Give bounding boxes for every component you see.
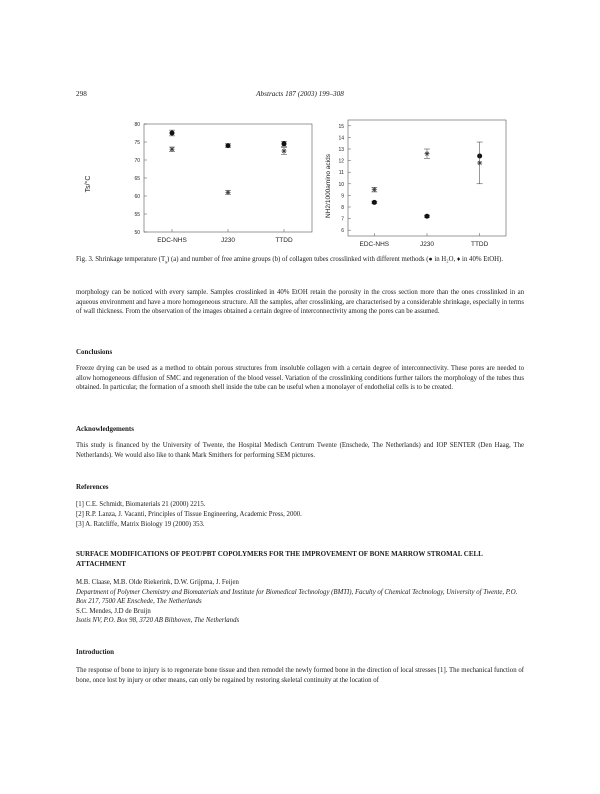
y-tick-label: 13 (338, 147, 344, 153)
conclusions-heading: Conclusions (76, 348, 113, 356)
continued-paragraph: morphology can be noticed with every sample. Samples crosslinked in 40% EtOH retain the porosity in the cross section more than the ones crosslinked in an aqueous environment and have a more homogeneous structure. All the samples, after crosslinking, are characterised by a considerable shrinkage, especially in terms of wall thickness. From the observation of the images obtained a certain degree of interconnectivity among the pores can be assumed. (76, 289, 524, 316)
data-point-h2o (170, 131, 175, 136)
affiliation-1: Department of Polymer Chemistry and Biomaterials and Institute for Biomedical Technology (BMTI), Faculty of Chemical Technology, University of Twente, P.O. Box 217, 7500 AE Enschede, The Netherlands (76, 588, 518, 606)
y-ticks (134, 122, 147, 236)
y-tick-label: 55 (134, 212, 140, 218)
references-heading: References (76, 483, 109, 491)
caption-text-before: Fig. 3. Shrinkage temperature (T (76, 256, 166, 263)
page-number: 298 (76, 90, 87, 98)
y-tick-label: 9 (341, 193, 344, 200)
authors-line-2: S.C. Mendes, J.D de Bruijn (76, 607, 151, 615)
chart-b-amine-groups (322, 112, 520, 252)
x-ticks (157, 229, 293, 244)
data-marks (169, 130, 287, 195)
data-point-h2o (226, 143, 231, 148)
data-point-h2o (282, 141, 287, 146)
page-header (76, 90, 524, 102)
y-tick-label: 11 (338, 170, 344, 177)
y-tick-label: 14 (338, 135, 344, 142)
caption-subscript: s (165, 260, 168, 266)
x-tick-label: TTDD (275, 237, 293, 244)
data-point-h2o (372, 200, 377, 205)
y-axis-label: Ts/°C (85, 175, 92, 193)
x-ticks (360, 233, 489, 248)
x-tick-label: TTDD (470, 241, 489, 248)
y-tick-label: 50 (134, 230, 140, 236)
y-tick-label: 12 (338, 158, 344, 165)
running-title: Abstracts 187 (2003) 199–308 (256, 90, 344, 98)
data-marks (371, 142, 482, 219)
data-point-40-etoh (226, 190, 231, 195)
conclusions-text: Freeze drying can be used as a method to obtain porous structures from insoluble collagen with a certain degree of interconnectivity. These pores are needed to allow homogeneous diffusion of SMC and regeneration of the blood vessel. Variation of the crosslinking conditions further tailors the morphology of the tubes thus obtained. In particular, the formation of a smooth shell inside the tube can be useful when a monolayer of endothelial cells is to be created. (76, 365, 524, 392)
y-tick-label: 10 (338, 181, 344, 188)
y-axis-label: NH2/1000amino acids (325, 154, 332, 218)
data-point-40-etoh (372, 187, 377, 192)
introduction-text: The response of bone to injury is to regenerate bone tissue and then remodel the newly formed bone in the direction of local stresses [1]. The mechanical function of bone, once lost by injury or other means, can only be regained by restoring skeletal continuity at the location of (76, 667, 524, 684)
figure-caption (76, 255, 524, 268)
data-point-40-etoh (170, 147, 175, 152)
introduction-heading: Introduction (76, 648, 114, 656)
article-title: SURFACE MODIFICATIONS OF PEOT/PBT COPOLYMERS FOR THE IMPROVEMENT OF BONE MARROW STROMAL CELL ATTACHMENT (76, 550, 483, 568)
x-tick-label: J230 (220, 237, 236, 244)
reference-item: [1] C.E. Schmidt, Biomaterials 21 (2000) 2215. (76, 501, 206, 508)
plot-frame (144, 124, 312, 232)
x-tick-label: EDC-NHS (359, 241, 390, 248)
y-tick-label: 70 (134, 158, 140, 164)
author-block (76, 578, 524, 626)
affiliation-2: Isotis NV, P.O. Box 98, 3720 AB Bilthoven, The Netherlands (76, 617, 240, 625)
authors-line-1: M.B. Claase, M.B. Olde Riekerink, D.W. Grijpma, J. Feijen (76, 579, 239, 586)
y-tick-label: 65 (134, 176, 140, 182)
y-tick-label: 8 (341, 205, 344, 211)
data-point-40-etoh (282, 149, 287, 154)
acknowledgements-heading: Acknowledgements (76, 425, 134, 433)
data-point-h2o (425, 214, 430, 219)
y-tick-label: 75 (134, 140, 140, 146)
data-point-40-etoh (425, 151, 430, 156)
y-tick-label: 6 (341, 228, 344, 235)
y-tick-label: 80 (134, 122, 140, 128)
y-tick-label: 15 (338, 123, 344, 130)
reference-list (76, 500, 524, 531)
chart-a-shrinkage-temperature (78, 112, 320, 252)
y-tick-label: 60 (134, 194, 140, 200)
caption-text-after: ) (a) and number of free amine groups (b) of collagen tubes crosslinked with different methods (● in H₂O, ♦ in 40% EtOH). (167, 256, 504, 263)
y-ticks (338, 124, 351, 234)
reference-item: [3] A. Ratcliffe, Matrix Biology 19 (2000) 353. (76, 521, 205, 529)
x-tick-label: J230 (419, 241, 435, 248)
y-tick-label: 7 (341, 216, 344, 223)
reference-item: [2] R.P. Lanza, J. Vacanti, Principles of Tissue Engineering, Academic Press, 2000. (76, 511, 302, 519)
data-point-40-etoh (477, 160, 482, 165)
acknowledgements-text: This study is financed by the University of Twente, the Hospital Medisch Centrum Twente (Enschede, The Netherlands) and IOP SENTER (Den Haag, The Netherlands). We would also like to thank Mark Smithers for performing SEM pictures. (76, 442, 524, 459)
x-tick-label: EDC-NHS (157, 237, 187, 244)
